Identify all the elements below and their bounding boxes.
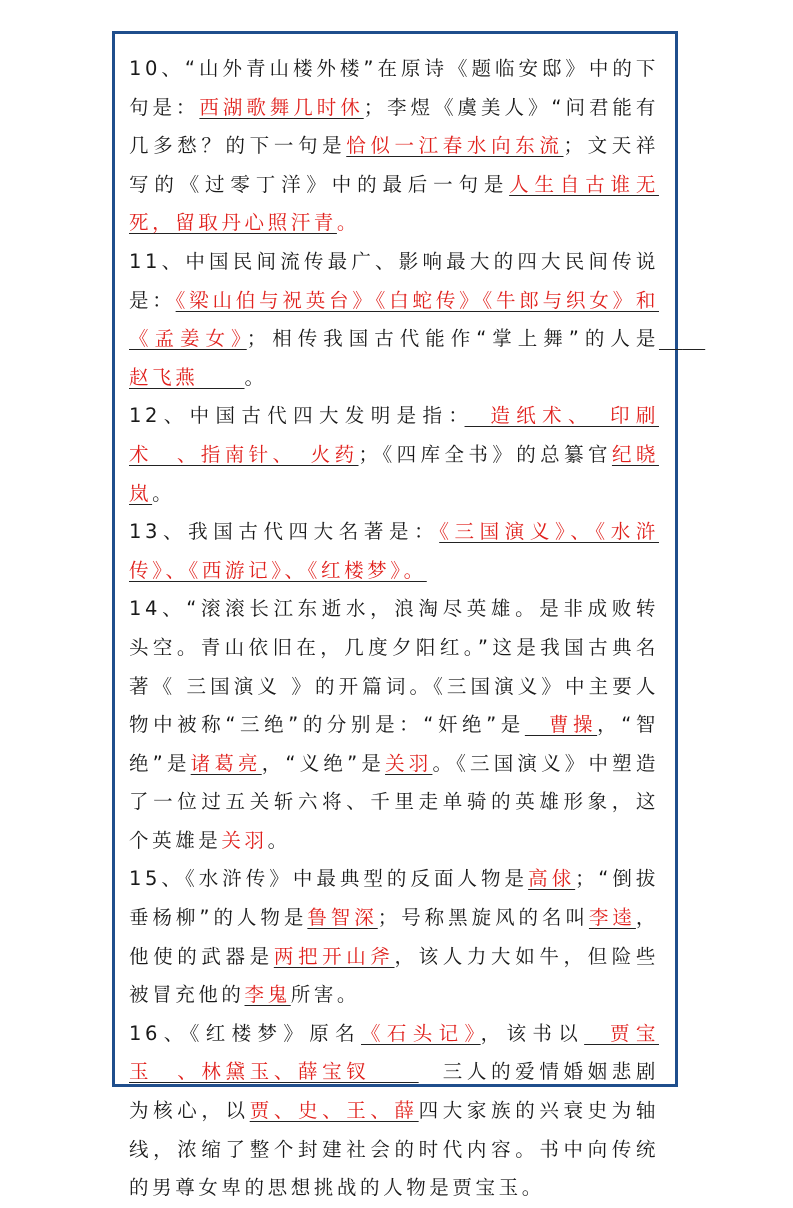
answer-text: 。	[336, 211, 361, 235]
question-text: 三人的爱情婚姻悲剧为核心，以	[129, 1060, 659, 1123]
question-text: ，“义绝”是	[261, 751, 386, 775]
answer-text: 关羽	[221, 828, 268, 852]
page-frame	[112, 31, 706, 1200]
question-text: ；《四库全书》的总纂官	[358, 442, 612, 466]
question-text: ；“倒拔垂杨柳”的人物是	[129, 867, 659, 930]
answer-text: 鲁智深	[307, 906, 378, 930]
question-text: 。	[244, 365, 268, 389]
question-text: ，他使的武器是	[129, 906, 659, 968]
answer-text: 李鬼	[244, 983, 291, 1007]
answer-text: 高俅	[528, 867, 576, 891]
question-text: 11、中国民间流传最广、影响最大的四大民间传说是：	[129, 249, 659, 312]
answer-text: 《梁山伯与祝英台》《白蛇传》《牛郎与织女》和《孟姜女》	[129, 288, 659, 351]
question-11	[129, 243, 706, 397]
question-text: 10、“山外青山楼外楼”在原诗《题临安邸》中的下句是：	[129, 57, 659, 119]
answer-text: 诸葛亮	[190, 751, 262, 775]
question-text: 。	[152, 481, 176, 505]
answer-text: 曹操	[524, 713, 598, 737]
answer-text: 关羽	[385, 751, 433, 775]
question-13	[129, 513, 659, 590]
question-14	[129, 590, 659, 860]
question-text: 。	[267, 828, 291, 852]
question-text: 。《三国演义》中塑造了一位过五关斩六将、千里走单骑的英雄形象，这个英雄是	[129, 751, 659, 852]
question-text: ；文天祥写的《过零丁洋》中的最后一句是	[129, 134, 660, 196]
question-text: ，“智绝”是	[129, 713, 659, 775]
answer-text: 恰似一江春水向东流	[346, 134, 564, 158]
question-12	[129, 397, 659, 513]
question-text: 15、《水浒传》中最典型的反面人物是	[129, 867, 529, 891]
answer-text: 贾宝玉 、林黛玉、薛宝钗	[129, 1021, 659, 1084]
answer-text: 《三国演义》、《水浒传》、《西游记》、《红楼梦》。	[129, 520, 659, 582]
answer-text: 贾、史、王、薛	[249, 1099, 419, 1123]
question-text: ；相传我国古代能作“掌上舞”的人是	[246, 327, 659, 351]
answer-text: 赵飞燕	[129, 327, 706, 389]
question-text: ，该人力大如牛，但险些被冒充他的	[129, 944, 659, 1007]
answer-text: 《石头记》	[361, 1021, 481, 1045]
question-text: 14、“滚滚长江东逝水，浪淘尽英雄。是非成败转头空。青山依旧在，几度夕阳红。”这是我国古典名著《 三国演义 》的开篇词。《三国演义》中主要人物中被称“三绝”的分别是：“奸绝”是	[129, 597, 659, 737]
answer-text: 西湖歌舞几时休	[199, 95, 364, 119]
question-text: 四大家族的兴衰史为轴线，浓缩了整个封建社会的时代内容。书中向传统的男尊女卑的思想挑战的人物是贾宝玉。	[129, 1099, 659, 1200]
question-10	[129, 50, 659, 243]
question-text: ；李煜《虞美人》“问君能有几多愁？的下一句是	[129, 95, 659, 158]
question-text: 16、《红楼梦》原名	[129, 1021, 362, 1045]
answer-text: 纪晓岚	[129, 442, 659, 505]
question-text: ；号称黑旋风的名叫	[377, 906, 589, 930]
answer-text: 两把开山斧	[273, 944, 395, 968]
question-text: 13、我国古代四大名著是：	[129, 520, 440, 544]
question-text: 12、中国古代四大发明是指：	[129, 404, 465, 428]
answer-text: 造纸术、 印刷术 、指南针、 火药	[129, 404, 659, 466]
question-16	[129, 1015, 659, 1208]
question-text: 所害。	[290, 983, 361, 1007]
question-text: ，该书以	[480, 1021, 585, 1045]
answer-text: 人生自古谁无死，留取丹心照汗青	[129, 172, 659, 235]
question-15	[129, 860, 659, 1014]
document-body	[129, 50, 706, 1208]
answer-text: 李逵	[588, 906, 636, 930]
